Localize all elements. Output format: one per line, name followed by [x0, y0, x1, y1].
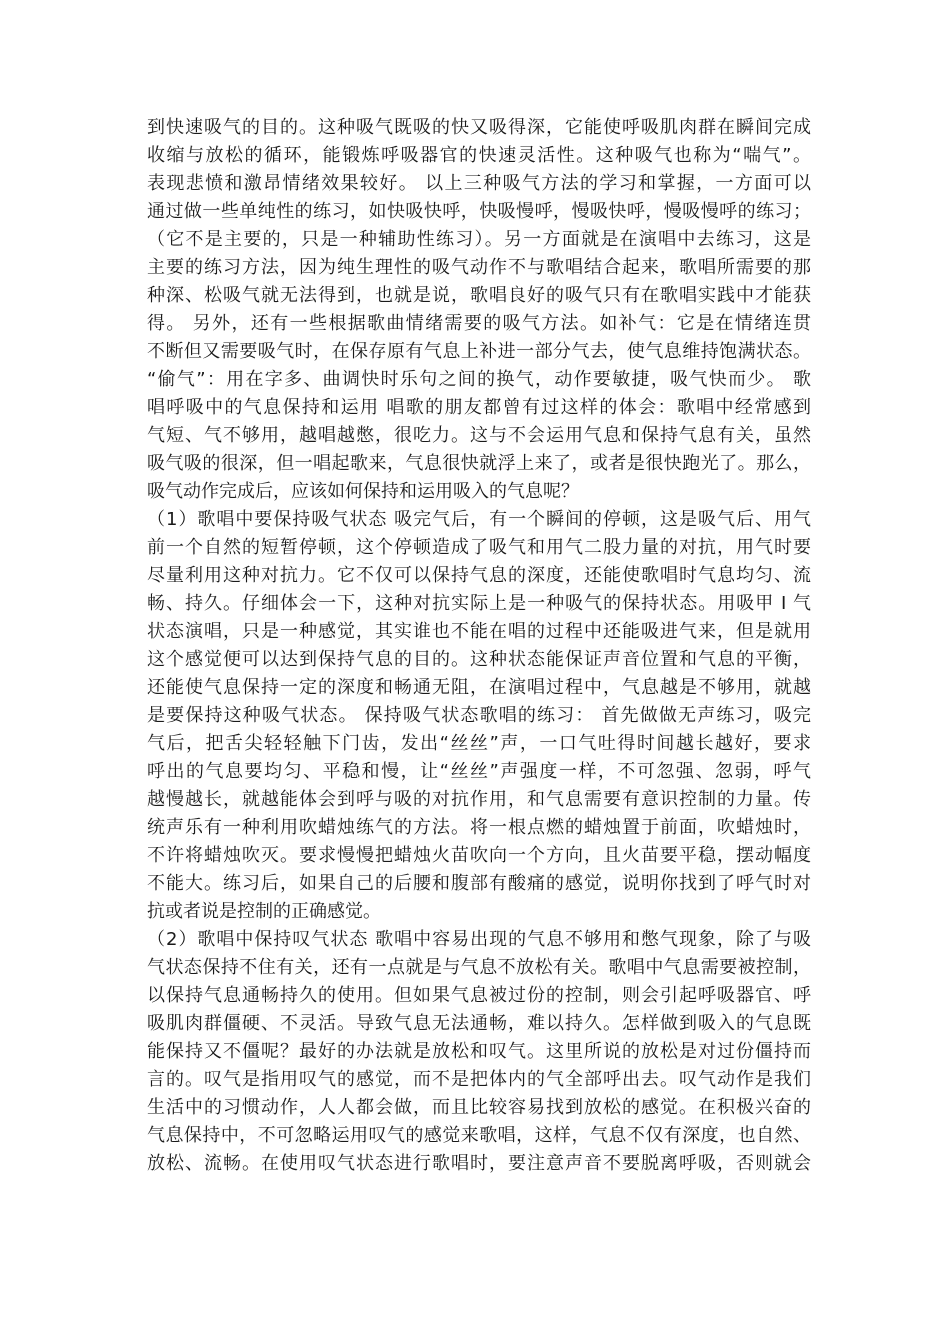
text-line: 吸气动作完成后，应该如何保持和运用吸入的气息呢？ [147, 481, 579, 502]
text-line: 不许将蜡烛吹灭。要求慢慢把蜡烛火苗吹向一个方向，且火苗要平稳，摆动幅度 [147, 845, 811, 866]
text-line: 吸肌肉群僵硬、不灵活。导致气息无法通畅，难以持久。怎样做到吸入的气息既 [147, 1013, 811, 1034]
text-line: 抗或者说是控制的正确感觉。 [147, 901, 381, 922]
text-line: 这个感觉便可以达到保持气息的目的。这种状态能保证声音位置和气息的平衡， [147, 649, 811, 670]
text-line: 得。 另外，还有一些根据歌曲情绪需要的吸气方法。如补气：它是在情绪连贯 [147, 313, 811, 334]
text-line: 畅、持久。仔细体会一下，这种对抗实际上是一种吸气的保持状态。用吸甲 I 气 [147, 593, 811, 614]
text-line: 前一个自然的短暂停顿，这个停顿造成了吸气和用气二股力量的对抗，用气时要 [147, 537, 811, 558]
text-line: 种深、松吸气就无法得到，也就是说，歌唱良好的吸气只有在歌唱实践中才能获 [147, 285, 811, 306]
text-line: （它不是主要的，只是一种辅助性练习）。另一方面就是在演唱中去练习，这是 [147, 229, 811, 250]
text-line: 气后，把舌尖轻轻触下门齿，发出“丝丝”声，一口气吐得时间越长越好，要求 [147, 733, 811, 754]
text-line: 能保持又不僵呢？最好的办法就是放松和叹气。这里所说的放松是对过份僵持而 [147, 1041, 811, 1062]
text-line: 是要保持这种吸气状态。 保持吸气状态歌唱的练习： 首先做做无声练习，吸完 [147, 705, 811, 726]
body-text [147, 114, 811, 1178]
text-line: 收缩与放松的循环，能锻炼呼吸器官的快速灵活性。这种吸气也称为“喘气”。 [147, 145, 811, 166]
text-line: 尽量利用这种对抗力。它不仅可以保持气息的深度，还能使歌唱时气息均匀、流 [147, 565, 811, 586]
text-line: 通过做一些单纯性的练习，如快吸快呼，快吸慢呼，慢吸快呼，慢吸慢呼的练习； [147, 201, 811, 222]
text-line: （2）歌唱中保持叹气状态 歌唱中容易出现的气息不够用和憋气现象，除了与吸 [147, 929, 811, 950]
text-line: 不能大。练习后，如果自己的后腰和腹部有酸痛的感觉，说明你找到了呼气时对 [147, 873, 811, 894]
text-line: 还能使气息保持一定的深度和畅通无阻，在演唱过程中，气息越是不够用，就越 [147, 677, 811, 698]
text-line: 吸气吸的很深，但一唱起歌来，气息很快就浮上来了，或者是很快跑光了。那么， [147, 453, 811, 474]
text-line: 以保持气息通畅持久的使用。但如果气息被过份的控制，则会引起呼吸器官、呼 [147, 985, 811, 1006]
text-line: 放松、流畅。在使用叹气状态进行歌唱时，要注意声音不要脱离呼吸，否则就会 [147, 1153, 811, 1174]
text-line: “偷气”：用在字多、曲调快时乐句之间的换气，动作要敏捷，吸气快而少。 歌 [147, 369, 811, 390]
text-line: 状态演唱，只是一种感觉，其实谁也不能在唱的过程中还能吸进气来，但是就用 [147, 621, 811, 642]
text-line: 表现悲愤和激昂情绪效果较好。 以上三种吸气方法的学习和掌握，一方面可以 [147, 173, 811, 194]
text-line: 主要的练习方法，因为纯生理性的吸气动作不与歌唱结合起来，歌唱所需要的那 [147, 257, 811, 278]
text-line: 唱呼吸中的气息保持和运用 唱歌的朋友都曾有过这样的体会：歌唱中经常感到 [147, 397, 811, 418]
text-line: 言的。叹气是指用叹气的感觉，而不是把体内的气全部呼出去。叹气动作是我们 [147, 1069, 811, 1090]
text-line: 越慢越长，就越能体会到呼与吸的对抗作用，和气息需要有意识控制的力量。传 [147, 789, 811, 810]
text-line: （1）歌唱中要保持吸气状态 吸完气后，有一个瞬间的停顿，这是吸气后、用气 [147, 509, 811, 530]
text-line: 气息保持中，不可忽略运用叹气的感觉来歌唱，这样，气息不仅有深度，也自然、 [147, 1125, 811, 1146]
text-line: 统声乐有一种利用吹蜡烛练气的方法。将一根点燃的蜡烛置于前面，吹蜡烛时， [147, 817, 811, 838]
text-line: 气短、气不够用，越唱越憋，很吃力。这与不会运用气息和保持气息有关，虽然 [147, 425, 811, 446]
text-line: 气状态保持不住有关，还有一点就是与气息不放松有关。歌唱中气息需要被控制， [147, 957, 811, 978]
text-line: 到快速吸气的目的。这种吸气既吸的快又吸得深，它能使呼吸肌肉群在瞬间完成 [147, 117, 811, 138]
text-line: 不断但又需要吸气时，在保存原有气息上补进一部分气去，使气息维持饱满状态。 [147, 341, 811, 362]
text-line: 呼出的气息要均匀、平稳和慢，让“丝丝”声强度一样，不可忽强、忽弱，呼气 [147, 761, 811, 782]
text-line: 生活中的习惯动作，人人都会做，而且比较容易找到放松的感觉。在积极兴奋的 [147, 1097, 811, 1118]
